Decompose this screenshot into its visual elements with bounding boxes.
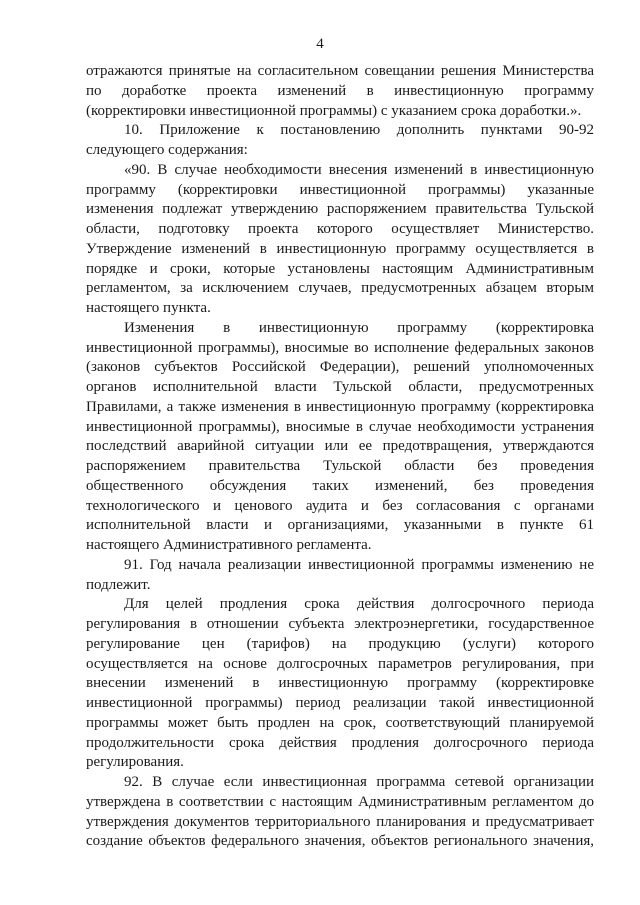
text-line: настоящего Административного регламента. [86,537,372,553]
text-line: (законов субъектов Российской Федерации), решений уполномоченных [86,359,594,376]
text-line: регулирования в отношении субъекта электроэнергетики, государственное [86,616,594,632]
text-line: следующего содержания: [86,142,248,158]
text-line: подлежит. [86,576,151,593]
text-line: по доработке проекта изменений в инвестиционную программу [86,82,594,99]
text-line: утверждения документов территориального планирования и предусматривает [86,813,594,830]
text-line: программу (корректировки инвестиционной программы) указанные [86,181,594,198]
text-line: изменения подлежат утверждению распоряжением правительства Тульской [86,201,594,218]
text-line: технологического и ценового аудита и без согласования с органами [86,497,594,514]
text-line: «90. В случае необходимости внесения изменений в инвестиционную [124,161,594,178]
text-line: Изменения в инвестиционную программу (корректировка [124,319,594,336]
text-line: инвестиционной программы) период реализации такой инвестиционной [86,695,594,711]
text-line: продолжительности срока действия продления долгосрочного периода [86,734,594,751]
text-line: инвестиционной программы), вносимые в случае необходимости устранения [86,418,594,435]
text-line: Утверждение изменений в инвестиционную программу осуществляется в [86,240,594,257]
text-line: 92. В случае если инвестиционная программа сетевой организации [124,774,594,790]
text-line: инвестиционной программы), вносимые во исполнение федеральных законов [86,339,594,356]
text-line: распоряжением правительства Тульской области без проведения [86,458,594,474]
text-line: регулирования. [86,754,184,771]
text-line: 91. Год начала реализации инвестиционной программы изменению не [124,556,594,573]
text-line: осуществляется на основе долгосрочных параметров регулирования, при [86,655,594,672]
page-number: 4 [316,36,324,52]
text-line: исполнительной власти и организациями, указанными в пункте 61 [86,517,594,534]
text-line: общественного обсуждения таких изменений, без проведения [86,477,594,494]
text-line: внесении изменений в инвестиционную программу (корректировке [86,675,594,692]
text-line: области, подготовку проекта которого осуществляет Министерство. [86,221,594,237]
text-line: (корректировки инвестиционной программы) с указанием срока доработки.». [86,102,582,119]
text-line: утверждена в соответствии с настоящим Административным регламентом до [86,793,594,810]
text-line: органов исполнительной власти Тульской области, предусмотренных [86,379,594,395]
text-line: отражаются принятые на согласительном совещании решения Министерства [86,63,594,79]
text-line: последствий аварийной ситуации или ее предотвращения, утверждаются [86,438,594,455]
text-line: Правилами, а также изменения в инвестиционную программу (корректировка [86,398,594,415]
text-line: 10. Приложение к постановлению дополнить пунктами 90-92 [124,122,594,139]
text-line: регламентом, за исключением случаев, предусмотренных абзацем вторым [86,280,594,297]
text-line: программы может быть продлен на срок, соответствующий планируемой [86,714,594,731]
text-line: настоящего пункта. [86,300,211,316]
text-line: Для целей продления срока действия долгосрочного периода [124,596,594,613]
text-line: создание объектов федерального значения, объектов регионального значения, [86,833,594,850]
text-line: регулирование цен (тарифов) на продукцию (услуги) которого [86,635,594,652]
text-line: порядке и сроки, которые установлены настоящим Административным [86,260,594,277]
